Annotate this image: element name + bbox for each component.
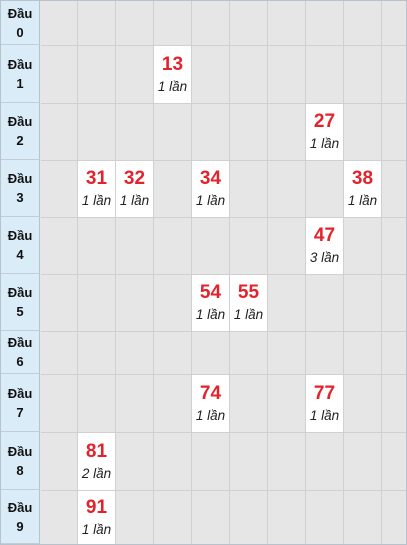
grid-row (1, 160, 406, 217)
grid-row (1, 103, 406, 160)
cell-count: 1 lần (347, 193, 378, 208)
row-head (1, 45, 40, 103)
number-cell (306, 375, 343, 432)
number-cell (78, 433, 115, 490)
number-cell (78, 491, 115, 544)
number-cell (78, 161, 115, 217)
cell-count: 1 lần (81, 521, 112, 537)
number-cell (230, 275, 267, 331)
row-head-label: Đầu (7, 56, 33, 72)
cell-count: 1 lần (119, 193, 150, 208)
row-head-digit: 5 (16, 304, 24, 319)
cell-count: 2 lần (81, 465, 112, 481)
cell-count: 1 lần (233, 307, 264, 322)
cell-number: 81 (85, 440, 108, 462)
row-head-label: Đầu (7, 443, 33, 459)
row-head-digit: 0 (16, 24, 24, 40)
row-head (1, 1, 40, 45)
row-head (1, 217, 40, 274)
cell-number: 32 (123, 168, 146, 189)
row-head-label: Đầu (7, 114, 33, 129)
cell-count: 3 lần (309, 250, 340, 265)
row-head-digit: 4 (16, 247, 24, 262)
row-head (1, 331, 40, 374)
cell-number: 34 (199, 168, 222, 189)
cell-count: 1 lần (195, 193, 226, 208)
cell-count: 1 lần (309, 407, 340, 423)
row-head-label: Đầu (7, 171, 33, 186)
grid-row-line (41, 217, 406, 218)
cell-number: 74 (199, 382, 222, 404)
row-head (1, 374, 40, 432)
cell-number: 47 (313, 225, 336, 246)
row-head-label: Đầu (7, 335, 33, 350)
row-head-digit: 1 (16, 75, 24, 91)
row-head-label: Đầu (7, 285, 33, 300)
row-head (1, 160, 40, 217)
row-head-label: Đầu (7, 385, 33, 401)
row-head-label: Đầu (7, 499, 33, 515)
row-head-digit: 9 (16, 518, 24, 534)
number-cell (344, 161, 381, 217)
row-head-digit: 6 (16, 354, 24, 369)
grid-row (1, 217, 406, 274)
grid-row-line (41, 331, 406, 332)
number-cell (192, 161, 229, 217)
number-cell (306, 104, 343, 160)
cell-number: 54 (199, 282, 222, 303)
row-head-digit: 2 (16, 133, 24, 148)
number-cell (116, 161, 153, 217)
grid-row (1, 331, 406, 374)
cell-number: 55 (237, 282, 260, 303)
cell-count: 1 lần (195, 407, 226, 423)
row-head-digit: 7 (16, 404, 24, 420)
grid-row (1, 274, 406, 331)
row-head-label: Đầu (7, 228, 33, 243)
row-head-digit: 3 (16, 190, 24, 205)
row-head (1, 103, 40, 160)
cell-count: 1 lần (195, 307, 226, 322)
cell-number: 31 (85, 168, 108, 189)
row-head-label: Đầu (7, 5, 33, 21)
cell-number: 91 (85, 496, 108, 518)
number-cell (192, 375, 229, 432)
grid-row (1, 432, 406, 490)
grid-row (1, 1, 406, 45)
grid-row (1, 45, 406, 103)
grid-row-line (41, 45, 406, 46)
cell-number: 27 (313, 111, 336, 132)
cell-count: 1 lần (157, 78, 188, 94)
cell-number: 77 (313, 382, 336, 404)
number-cell (154, 46, 191, 103)
number-cell (192, 275, 229, 331)
grid-row (1, 374, 406, 432)
cell-count: 1 lần (81, 193, 112, 208)
grid-row-line (41, 103, 406, 104)
row-head (1, 274, 40, 331)
row-head (1, 490, 40, 544)
cell-number: 38 (351, 168, 374, 189)
grid-row (1, 490, 406, 544)
number-cell (306, 218, 343, 274)
cell-count: 1 lần (309, 136, 340, 151)
row-head-digit: 8 (16, 462, 24, 478)
row-head (1, 432, 40, 490)
cell-number: 13 (161, 53, 184, 75)
